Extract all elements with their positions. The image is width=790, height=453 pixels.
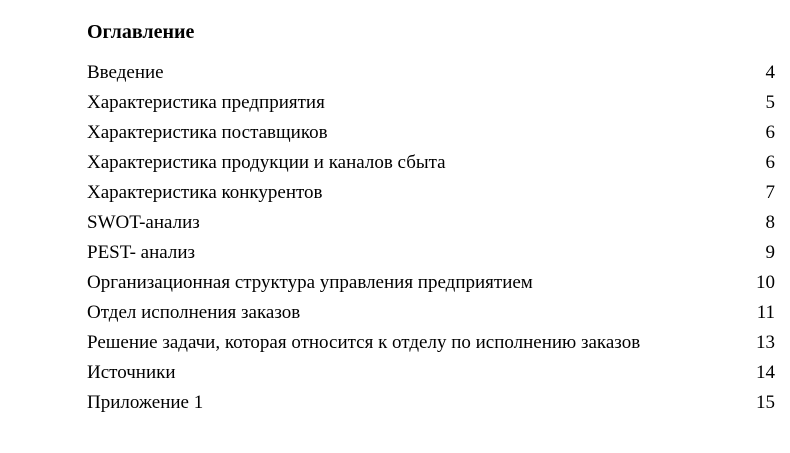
toc-entry-page: 11 xyxy=(756,302,775,323)
toc-entry-text: Введение xyxy=(87,62,164,83)
toc-entry-suppliers[interactable] xyxy=(87,118,775,148)
toc-entry-appendix-1[interactable] xyxy=(87,388,775,418)
toc-entry-enterprise[interactable] xyxy=(87,88,775,118)
toc-entry-text: SWOT-анализ xyxy=(87,212,200,233)
toc-entry-text: Характеристика продукции и каналов сбыта xyxy=(87,152,446,173)
toc-entry-page: 8 xyxy=(765,212,775,233)
toc-title: Оглавление xyxy=(87,21,195,43)
toc-entry-page: 7 xyxy=(765,182,775,203)
toc-entry-page: 6 xyxy=(765,122,775,143)
toc-entry-text: Решение задачи, которая относится к отделу по исполнению заказов xyxy=(87,332,641,353)
toc-entry-text: PEST- анализ xyxy=(87,242,196,263)
table-of-contents xyxy=(87,18,775,418)
toc-entry-text: Характеристика конкурентов xyxy=(87,182,323,203)
toc-entry-swot[interactable] xyxy=(87,208,775,238)
toc-entry-page: 13 xyxy=(756,332,775,353)
toc-list xyxy=(87,58,775,418)
toc-entry-text: Источники xyxy=(87,362,176,383)
toc-entry-task-solution[interactable] xyxy=(87,328,775,358)
toc-entry-text: Характеристика предприятия xyxy=(87,92,325,113)
toc-entry-text: Отдел исполнения заказов xyxy=(87,302,301,323)
toc-entry-sources[interactable] xyxy=(87,358,775,388)
toc-entry-page: 15 xyxy=(756,392,775,413)
toc-entry-org-structure[interactable] xyxy=(87,268,775,298)
toc-entry-page: 10 xyxy=(756,272,775,293)
toc-entry-page: 14 xyxy=(756,362,775,383)
toc-entry-pest[interactable] xyxy=(87,238,775,268)
toc-entry-text: Характеристика поставщиков xyxy=(87,122,328,143)
toc-entry-page: 9 xyxy=(765,242,775,263)
toc-entry-text: Приложение 1 xyxy=(87,392,204,413)
toc-entry-competitors[interactable] xyxy=(87,178,775,208)
toc-entry-page: 6 xyxy=(765,152,775,173)
toc-entry-products-channels[interactable] xyxy=(87,148,775,178)
toc-entry-text: Организационная структура управления предприятием xyxy=(87,272,533,293)
toc-entry-introduction[interactable] xyxy=(87,58,775,88)
toc-entry-order-department[interactable] xyxy=(87,298,775,328)
toc-entry-page: 5 xyxy=(765,92,775,113)
toc-entry-page: 4 xyxy=(765,62,775,83)
